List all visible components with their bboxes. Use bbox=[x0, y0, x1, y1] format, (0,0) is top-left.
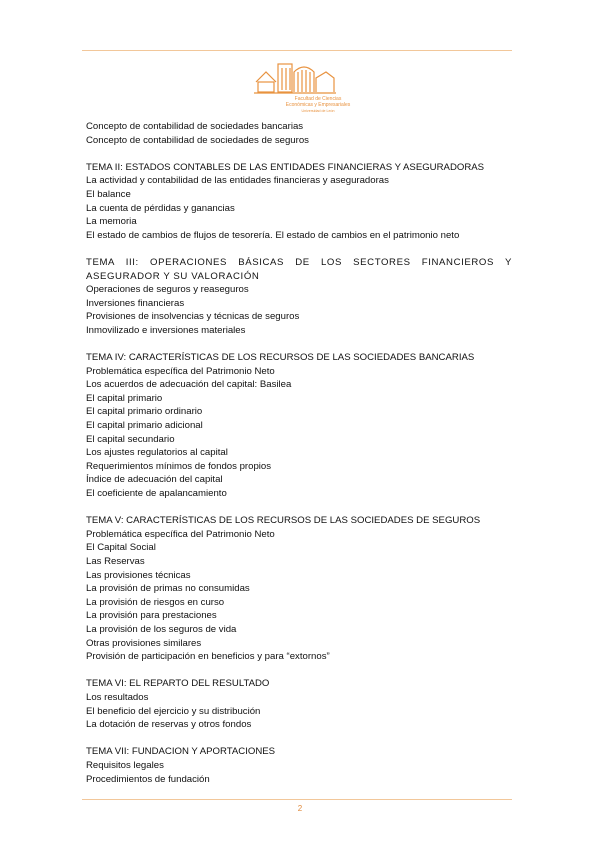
list-item: El beneficio del ejercicio y su distribución bbox=[86, 705, 261, 717]
list-item: Las provisiones técnicas bbox=[86, 569, 191, 581]
list-item: La provisión de primas no consumidas bbox=[86, 583, 250, 595]
list-item: Otras provisiones similares bbox=[86, 637, 202, 649]
list-item: Requisitos legales bbox=[86, 759, 164, 771]
header-rule bbox=[82, 50, 512, 51]
list-item: Los acuerdos de adecuación del capital: Basilea bbox=[86, 379, 292, 391]
section-tema-v bbox=[86, 514, 512, 664]
list-item: Inversiones financieras bbox=[86, 297, 185, 309]
faculty-building-logo-icon bbox=[252, 58, 351, 114]
list-item: Los ajustes regulatorios al capital bbox=[86, 447, 228, 459]
logo-line-3: Universidad de León bbox=[301, 109, 335, 113]
section-heading: TEMA IV: CARACTERÍSTICAS DE LOS RECURSOS DE LAS SOCIEDADES BANCARIAS bbox=[86, 352, 475, 364]
section-tema-vi bbox=[86, 677, 512, 731]
list-item: El capital secundario bbox=[86, 433, 175, 445]
list-item: La provisión de riesgos en curso bbox=[86, 596, 225, 608]
list-item: Los resultados bbox=[86, 691, 149, 703]
page-number: 2 bbox=[297, 804, 303, 813]
section-heading: TEMA II: ESTADOS CONTABLES DE LAS ENTIDADES FINANCIERAS Y ASEGURADORAS bbox=[86, 161, 485, 173]
list-item: El estado de cambios de flujos de tesorería. El estado de cambios en el patrimonio neto bbox=[86, 229, 460, 241]
footer-rule bbox=[82, 799, 512, 800]
list-item: El capital primario adicional bbox=[86, 420, 203, 432]
list-item: Provisión de participación en beneficios y para “extornos” bbox=[86, 651, 330, 663]
list-item: El coeficiente de apalancamiento bbox=[86, 488, 227, 500]
list-item: Concepto de contabilidad de sociedades de seguros bbox=[86, 134, 309, 146]
list-item: La dotación de reservas y otros fondos bbox=[86, 719, 252, 731]
list-item: La memoria bbox=[86, 216, 137, 228]
section-tema-ii bbox=[86, 161, 512, 243]
list-item: Provisiones de insolvencias y técnicas de seguros bbox=[86, 311, 300, 323]
list-item: El capital primario ordinario bbox=[86, 406, 203, 418]
section-heading: TEMA III: OPERACIONES BÁSICAS DE LOS SECTORES FINANCIEROS Y ASEGURADOR Y SU VALORACIÓN bbox=[86, 256, 512, 282]
list-item: El capital primario bbox=[86, 392, 163, 404]
section-tema-vii bbox=[86, 745, 512, 786]
list-item: Inmovilizado e inversiones materiales bbox=[86, 324, 246, 336]
list-item: Problemática específica del Patrimonio Neto bbox=[86, 528, 275, 540]
intro-section bbox=[86, 120, 512, 147]
section-heading: TEMA VII: FUNDACION Y APORTACIONES bbox=[86, 746, 276, 758]
section-tema-iii bbox=[86, 256, 512, 338]
section-heading: TEMA V: CARACTERÍSTICAS DE LOS RECURSOS DE LAS SOCIEDADES DE SEGUROS bbox=[86, 515, 481, 527]
list-item: Operaciones de seguros y reaseguros bbox=[86, 284, 249, 296]
list-item: Índice de adecuación del capital bbox=[86, 474, 223, 486]
list-item: Concepto de contabilidad de sociedades bancarias bbox=[86, 121, 304, 132]
logo-line-2: Económicas y Empresariales bbox=[285, 102, 351, 108]
list-item: Procedimientos de fundación bbox=[86, 773, 210, 785]
list-item: El Capital Social bbox=[86, 542, 156, 554]
list-item: La provisión para prestaciones bbox=[86, 610, 217, 622]
list-item: La provisión de los seguros de vida bbox=[86, 623, 237, 635]
list-item: La actividad y contabilidad de las entidades financieras y aseguradoras bbox=[86, 175, 389, 187]
list-item: Requerimientos mínimos de fondos propios bbox=[86, 460, 272, 472]
section-heading: TEMA VI: EL REPARTO DEL RESULTADO bbox=[86, 678, 270, 690]
list-item: Problemática específica del Patrimonio Neto bbox=[86, 365, 275, 377]
syllabus-content bbox=[86, 120, 512, 800]
list-item: El balance bbox=[86, 188, 131, 200]
logo-line-1: Facultad de Ciencias bbox=[294, 96, 342, 102]
list-item: La cuenta de pérdidas y ganancias bbox=[86, 202, 235, 214]
section-tema-iv bbox=[86, 351, 512, 501]
list-item: Las Reservas bbox=[86, 556, 145, 567]
